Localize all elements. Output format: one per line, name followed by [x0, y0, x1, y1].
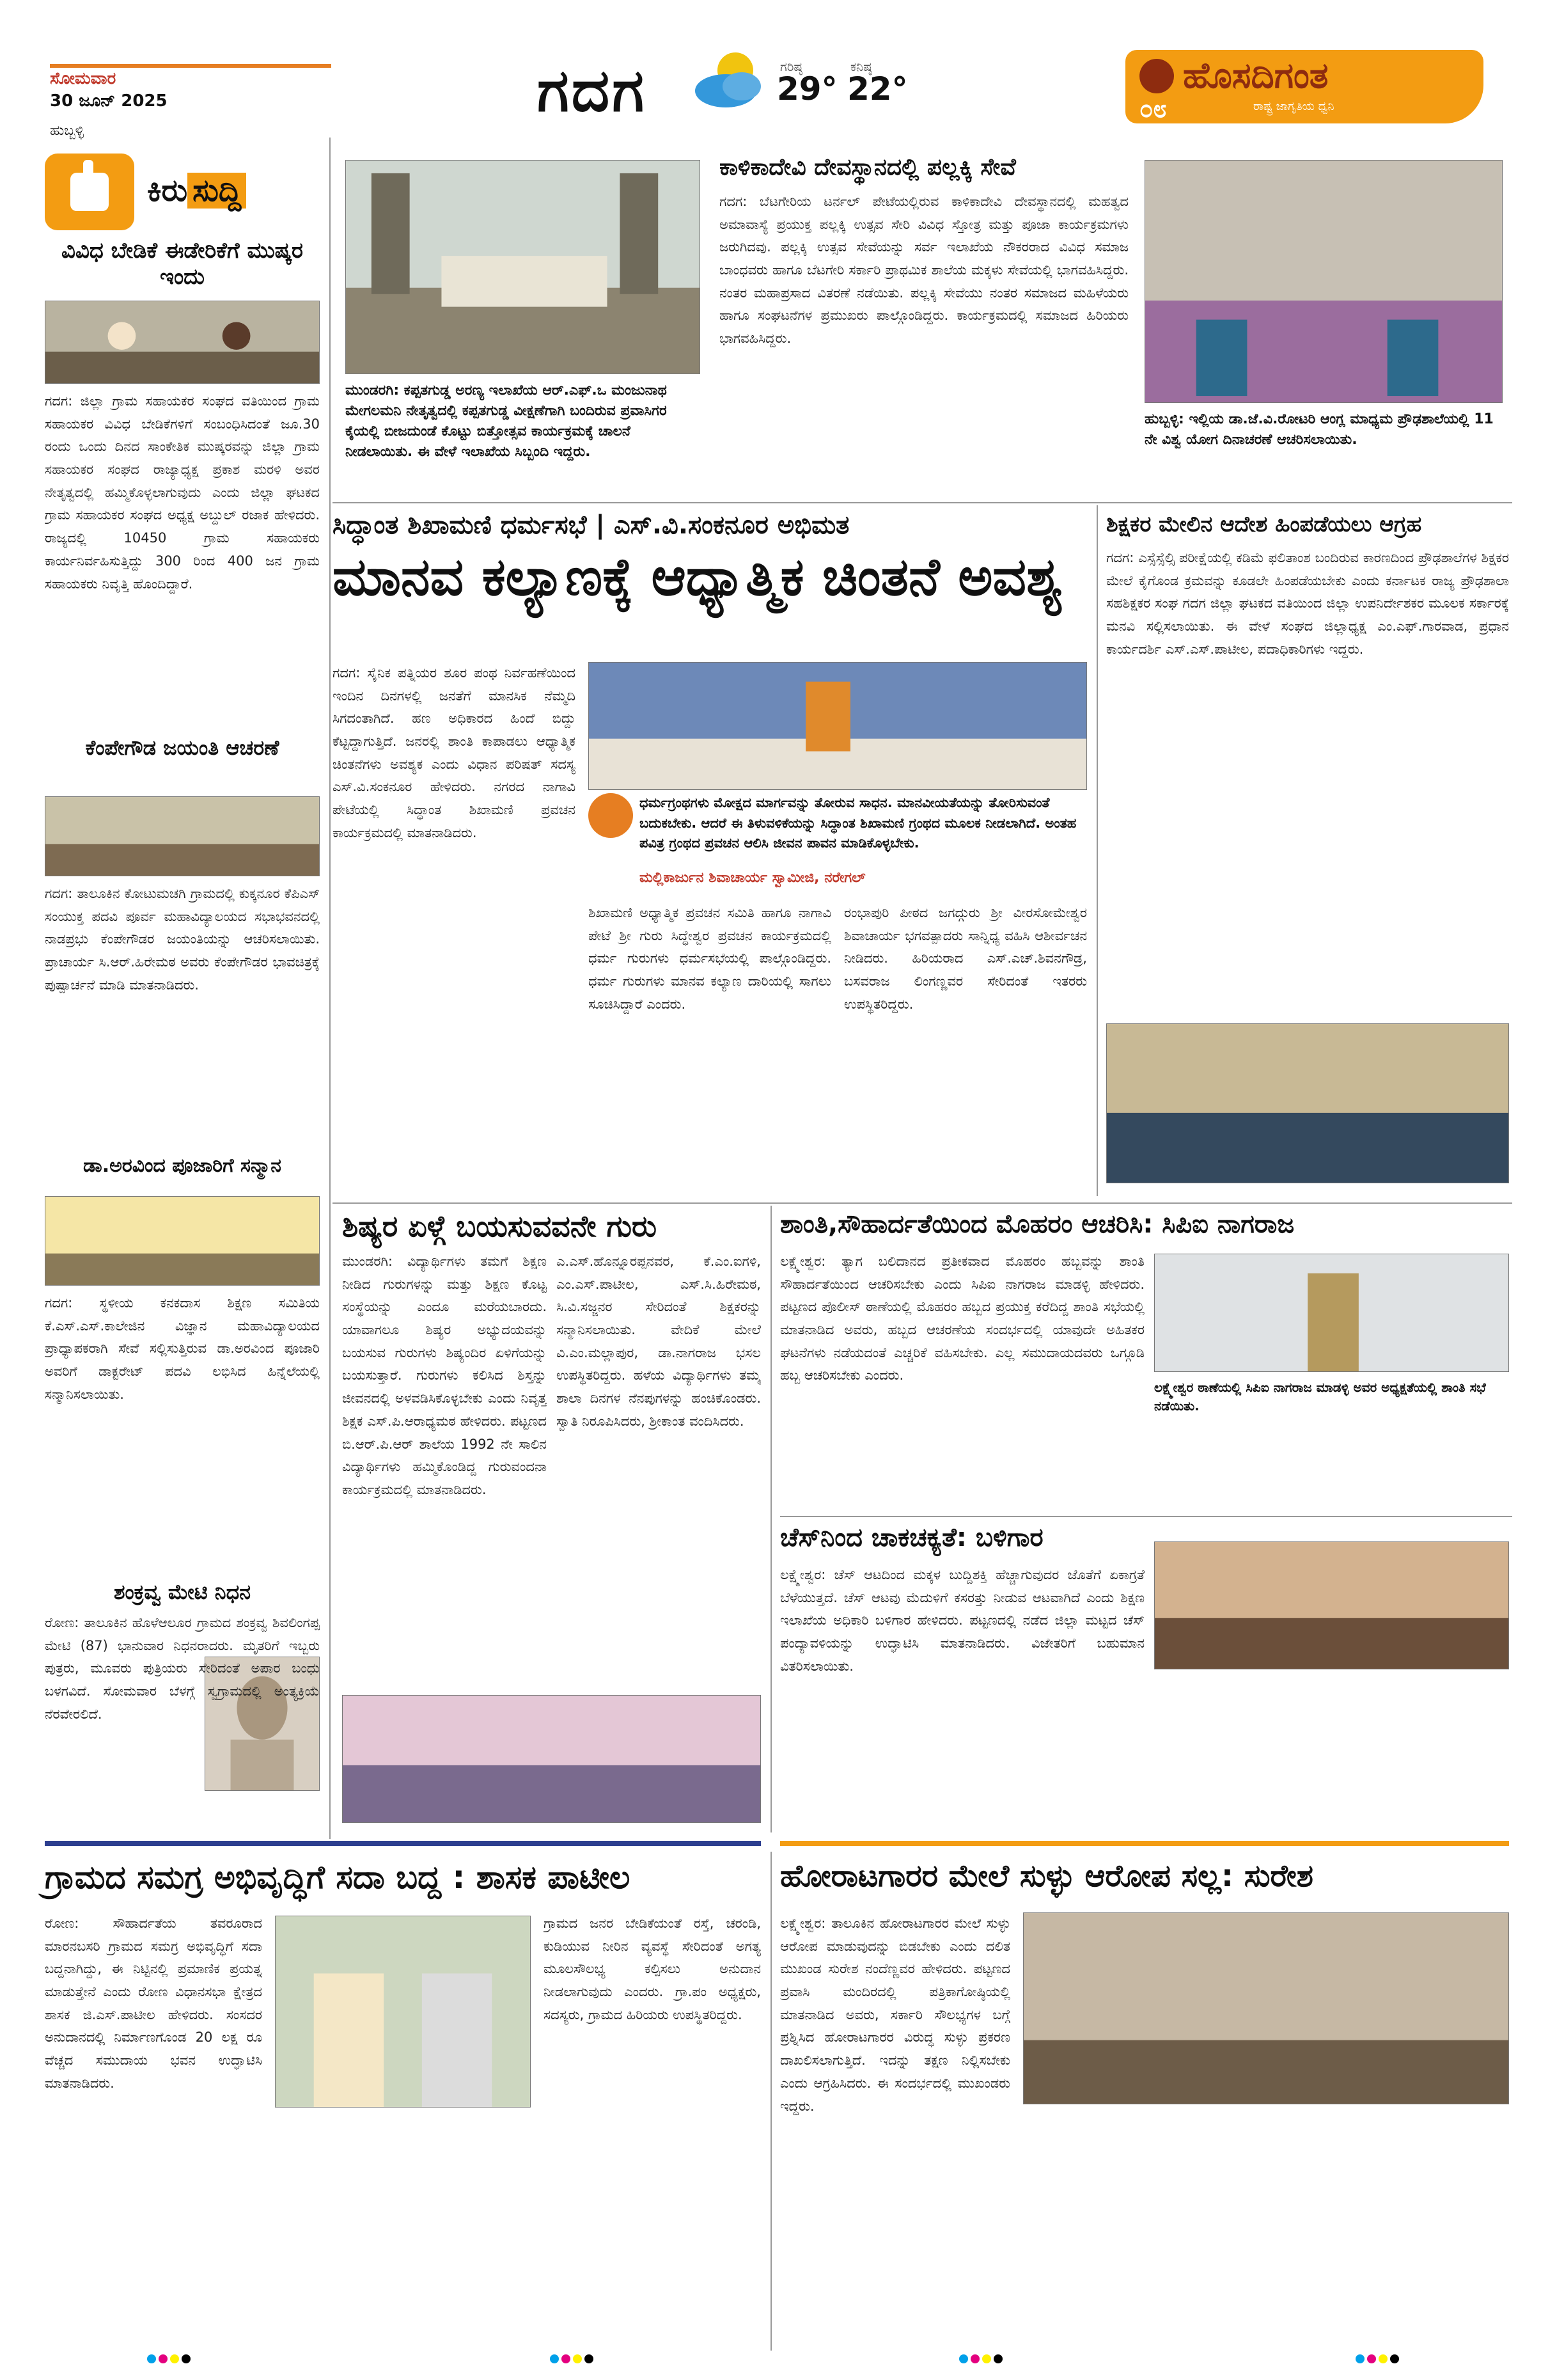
brief-2-body: ಗದಗ: ತಾಲೂಕಿನ ಕೋಟುಮಚಗಿ ಗ್ರಾಮದಲ್ಲಿ ಕುಕ್ಕನೂರ ಕೆಪಿಎಸ್ ಸಂಯುಕ್ತ ಪದವಿ ಪೂರ್ವ ಮಹಾವಿದ್ಯಾಲಯದ ಸಭಾಭವನದಲ್ಲಿ ನಾಡಪ್ರಭು ಕೆಂಪೇಗೌಡರ ಜಯಂತಿಯನ್ನು ಆಚರಿಸಲಾಯಿತು. ಪ್ರಾಚಾರ್ಯ ಸಿ.ಆರ್.ಹಿರೇಮಠ ಅವರು ಕೆಂಪೇಗೌಡರ ಭಾವಚಿತ್ರಕ್ಕೆ ಪುಷ್ಪಾರ್ಚನೆ ಮಾಡಿ ಮಾತನಾಡಿದರು. — [45, 886, 320, 993]
day-label: ಸೋಮವಾರ — [50, 69, 116, 88]
village-photo — [275, 1916, 531, 2108]
teacher-photo — [1106, 1023, 1509, 1183]
moharram-body: ಲಕ್ಷ್ಮೇಶ್ವರ: ತ್ಯಾಗ ಬಲಿದಾನದ ಪ್ರತೀಕವಾದ ಮೊಹರಂ ಹಬ್ಬವನ್ನು ಶಾಂತಿ ಸೌಹಾರ್ದತೆಯಿಂದ ಆಚರಿಸಬೇಕು ಎಂದು ಸಿಪಿಐ ನಾಗರಾಜ ಮಾಡಳ್ಳಿ ಹೇಳಿದರು. ಪಟ್ಟಣದ ಪೊಲೀಸ್ ಠಾಣೆಯಲ್ಲಿ ಮೊಹರಂ ಹಬ್ಬದ ಪ್ರಯುಕ್ತ ಕರೆದಿದ್ದ ಶಾಂತಿ ಸಭೆಯಲ್ಲಿ ಮಾತನಾಡಿದ ಅವರು, ಹಬ್ಬದ ಆಚರಣೆಯ ಸಂದರ್ಭದಲ್ಲಿ ಯಾವುದೇ ಅಹಿತಕರ ಘಟನೆಗಳು ನಡೆಯದಂತೆ ಎಚ್ಚರಿಕೆ ವಹಿಸಬೇಕು. ಎಲ್ಲ ಸಮುದಾಯದವರು ಒಗ್ಗೂಡಿ ಹಬ್ಬ ಆಚರಿಸಬೇಕು ಎಂದರು. — [780, 1254, 1145, 1383]
village-body-col2: ಗ್ರಾಮದ ಜನರ ಬೇಡಿಕೆಯಂತೆ ರಸ್ತೆ, ಚರಂಡಿ, ಕುಡಿಯುವ ನೀರಿನ ವ್ಯವಸ್ಥೆ ಸೇರಿದಂತೆ ಅಗತ್ಯ ಮೂಲಸೌಲಭ್ಯ ಕಲ್ಪಿಸಲು ಅನುದಾನ ನೀಡಲಾಗುವುದು ಎಂದರು. ಗ್ರಾ.ಪಂ ಅಧ್ಯಕ್ಷರು, ಸದಸ್ಯರು, ಗ್ರಾಮದ ಹಿರಿಯರು ಉಪಸ್ಥಿತರಿದ್ದರು. — [544, 1916, 761, 2022]
column-divider — [1097, 505, 1098, 1196]
date-label: 30 ಜೂನ್ 2025 — [50, 91, 168, 111]
section-rule-left — [45, 1841, 761, 1846]
place-label: ಹುಬ್ಬಳ್ಳಿ — [50, 123, 84, 139]
pointing-hand-icon — [45, 154, 134, 230]
registration-marks — [959, 2354, 1005, 2366]
brief-3-photo — [45, 1196, 320, 1286]
brief-1-body: ಗದಗ: ಜಿಲ್ಲಾ ಗ್ರಾಮ ಸಹಾಯಕರ ಸಂಘದ ವತಿಯಿಂದ ಗ್ರಾಮ ಸಹಾಯಕರ ವಿವಿಧ ಬೇಡಿಕೆಗಳಿಗೆ ಸಂಬಂಧಿಸಿದಂತೆ ಜೂ.30 ರಂದು ಒಂದು ದಿನದ ಸಾಂಕೇತಿಕ ಮುಷ್ಕರವನ್ನು ಜಿಲ್ಲಾ ಗ್ರಾಮ ಸಹಾಯಕರ ಸಂಘದ ರಾಜ್ಯಾಧ್ಯಕ್ಷ ಪ್ರಕಾಶ ಮರಳಿ ಅವರ ನೇತೃತ್ವದಲ್ಲಿ ಹಮ್ಮಿಕೊಳ್ಳಲಾಗುವುದು ಎಂದು ಜಿಲ್ಲಾ ಘಟಕದ ಗ್ರಾಮ ಸಹಾಯಕರ ಸಂಘದ ಅಧ್ಯಕ್ಷ ಅಬ್ದುಲ್ ರಜಾಕ ಹೇಳಿದರು. ರಾಜ್ಯದಲ್ಲಿ 10450 ಗ್ರಾಮ ಸಹಾಯಕರು ಕಾರ್ಯನಿರ್ವಹಿಸುತ್ತಿದ್ದು 300 ರಿಂದ 400 ಜನ ಗ್ರಾಮ ಸಹಾಯಕರು ನಿವೃತ್ತಿ ಹೊಂದಿದ್ದಾರೆ. — [45, 393, 320, 592]
column-divider — [329, 138, 331, 1839]
brief-2-title: ಕೆಂಪೇಗೌಡ ಜಯಂತಿ ಆಚರಣೆ — [85, 736, 279, 760]
moharram-title: ಶಾಂತಿ,ಸೌಹಾರ್ದತೆಯಿಂದ ಮೊಹರಂ ಆಚರಿಸಿ: ಸಿಪಿಐ ನಾಗರಾಜ — [780, 1210, 1295, 1239]
guru-body-col1: ಮುಂಡರಗಿ: ವಿದ್ಯಾರ್ಥಿಗಳು ತಮಗೆ ಶಿಕ್ಷಣ ನೀಡಿದ ಗುರುಗಳನ್ನು ಮತ್ತು ಶಿಕ್ಷಣ ಕೊಟ್ಟ ಸಂಸ್ಥೆಯನ್ನು ಎಂದೂ ಮರೆಯಬಾರದು. ಯಾವಾಗಲೂ ಶಿಷ್ಯರ ಅಭ್ಯುದಯವನ್ನು ಬಯಸುವ ಗುರುಗಳು ಶಿಷ್ಯಂದಿರ ಏಳಿಗೆಯನ್ನು ಬಯಸುತ್ತಾರೆ. ಗುರುಗಳು ಕಲಿಸಿದ ಶಿಸ್ತನ್ನು ಜೀವನದಲ್ಲಿ ಅಳವಡಿಸಿಕೊಳ್ಳಬೇಕು ಎಂದು ನಿವೃತ್ತ ಶಿಕ್ಷಕ ಎಸ್.ಪಿ.ಆರಾಧ್ಯಮಠ ಹೇಳಿದರು. ಪಟ್ಟಣದ ಬಿ.ಆರ್.ಪಿ.ಆರ್ ಶಾಲೆಯ 1992 ನೇ ಸಾಲಿನ ವಿದ್ಯಾರ್ಥಿಗಳು ಹಮ್ಮಿಕೊಂಡಿದ್ದ ಗುರುವಂದನಾ ಕಾರ್ಯಕ್ರಮದಲ್ಲಿ ಮಾತನಾಡಿದರು. — [342, 1254, 547, 1497]
chess-title: ಚೆಸ್‌ನಿಂದ ಚಾಕಚಕ್ಯತೆ: ಬಳಿಗಾರ — [780, 1523, 1044, 1552]
brief-1-photo — [45, 301, 320, 384]
guru-title: ಶಿಷ್ಯರ ಏಳ್ಗೆ ಬಯಸುವವನೇ ಗುರು — [342, 1209, 657, 1243]
palki-body: ಗದಗ: ಬೆಟಗೇರಿಯ ಟರ್ನಲ್ ಪೇಟೆಯಲ್ಲಿರುವ ಕಾಳಿಕಾದೇವಿ ದೇವಸ್ಥಾನದಲ್ಲಿ ಮಹತ್ವದ ಅಮಾವಾಸ್ಯೆ ಪ್ರಯುಕ್ತ ಪಲ್ಲಕ್ಕಿ ಉತ್ಸವ ಸೇರಿ ವಿವಿಧ ಸ್ತೋತ್ರ ಮತ್ತು ಪೂಜಾ ಕಾರ್ಯಕ್ರಮಗಳು ಜರುಗಿದವು. ಪಲ್ಲಕ್ಕಿ ಉತ್ಸವ ಸೇವೆಯನ್ನು ಸರ್ವ ಇಲಾಖೆಯ ನೌಕರರಾದ ವಿವಿಧ ಸಮಾಜ ಬಾಂಧವರು ಹಾಗೂ ಬೆಟಗೇರಿ ಸರ್ಕಾರಿ ಪ್ರಾಥಮಿಕ ಶಾಲೆಯ ಮಕ್ಕಳು ಸೇವೆಯಲ್ಲಿ ಭಾಗವಹಿಸಿದ್ದರು. ನಂತರ ಮಹಾಪ್ರಸಾದ ವಿತರಣೆ ನಡೆಯಿತು. ಪಲ್ಲಕ್ಕಿ ಸೇವೆಯು ನಂತರ ಸಮಾಜದ ಮಹಿಳೆಯರು ಹಾಗೂ ಸಂಘಟನೆಗಳ ಪ್ರಮುಖರು ಪಾಲ್ಗೊಂಡಿದ್ದರು. ಕಾರ್ಯಕ್ರಮದಲ್ಲಿ ಸಮಾಜದ ಹಿರಿಯರು ಭಾಗವಹಿಸಿದ್ದರು. — [719, 194, 1129, 347]
teacher-body: ಗದಗ: ಎಸ್ಸೆಸ್ಸೆಲ್ಸಿ ಪರೀಕ್ಷೆಯಲ್ಲಿ ಕಡಿಮೆ ಫಲಿತಾಂಶ ಬಂದಿರುವ ಕಾರಣದಿಂದ ಪ್ರೌಢಶಾಲೆಗಳ ಶಿಕ್ಷಕರ ಮೇಲೆ ಕೈಗೊಂಡ ಕ್ರಮವನ್ನು ಕೂಡಲೇ ಹಿಂಪಡೆಯಬೇಕು ಎಂದು ಕರ್ನಾಟಕ ರಾಜ್ಯ ಪ್ರೌಢಶಾಲಾ ಸಹಶಿಕ್ಷಕರ ಸಂಘ ಗದಗ ಜಿಲ್ಲಾ ಘಟಕದ ವತಿಯಿಂದ ಜಿಲ್ಲಾ ಉಪನಿರ್ದೇಶಕರ ಮೂಲಕ ಸರ್ಕಾರಕ್ಕೆ ಮನವಿ ಸಲ್ಲಿಸಲಾಯಿತು. ಈ ವೇಳೆ ಸಂಘದ ಜಿಲ್ಲಾಧ್ಯಕ್ಷ ಎಂ.ಎಫ್.ಗಾರವಾಡ, ಪ್ರಧಾನ ಕಾರ್ಯದರ್ಶಿ ಎಸ್.ಎಸ್.ಪಾಟೀಲ, ಪದಾಧಿಕಾರಿಗಳು ಇದ್ದರು. — [1106, 550, 1509, 657]
temp-min: 22° — [847, 70, 908, 107]
registration-marks — [1356, 2354, 1402, 2366]
main-body-col1: ಗದಗ: ಸೈನಿಕ ಪತ್ನಿಯರ ಶೂರ ಪಂಥ ನಿರ್ವಹಣೆಯಿಂದ ಇಂದಿನ ದಿನಗಳಲ್ಲಿ ಜನತೆಗೆ ಮಾನಸಿಕ ನೆಮ್ಮದಿ ಸಿಗದಂತಾಗಿದೆ. ಹಣ ಅಧಿಕಾರದ ಹಿಂದೆ ಬಿದ್ದು ಕೆಟ್ಟದ್ದಾಗುತ್ತಿದೆ. ಜನರಲ್ಲಿ ಶಾಂತಿ ಕಾಪಾಡಲು ಆಧ್ಯಾತ್ಮಿಕ ಚಿಂತನೆಗಳು ಅವಶ್ಯಕ ಎಂದು ವಿಧಾನ ಪರಿಷತ್ ಸದಸ್ಯ ಎಸ್.ವಿ.ಸಂಕನೂರ ಹೇಳಿದರು. ನಗರದ ನಾಗಾವಿ ಪೇಟೆಯಲ್ಲಿ ಸಿದ್ಧಾಂತ ಶಿಖಾಮಣಿ ಪ್ರವಚನ ಕಾರ್ಯಕ್ರಮದಲ್ಲಿ ಮಾತನಾಡಿದರು. — [332, 665, 575, 840]
guru-photo — [342, 1695, 761, 1823]
moharram-caption: ಲಕ್ಷ್ಮೇಶ್ವರ ಠಾಣೆಯಲ್ಲಿ ಸಿಪಿಐ ನಾಗರಾಜ ಮಾಡಳ್ಳಿ ಅವರ ಅಧ್ಯಕ್ಷತೆಯಲ್ಲಿ ಶಾಂತಿ ಸಭೆ ನಡೆಯಿತು. — [1154, 1380, 1486, 1414]
partly-cloudy-icon — [691, 45, 767, 115]
yoga-day-photo — [1145, 160, 1503, 403]
protest-photo — [1023, 1912, 1509, 2104]
brief-3-body: ಗದಗ: ಸ್ಥಳೀಯ ಕನಕದಾಸ ಶಿಕ್ಷಣ ಸಮಿತಿಯ ಕೆ.ಎಸ್.ಎಸ್.ಕಾಲೇಜಿನ ವಿಜ್ಞಾನ ಮಹಾವಿದ್ಯಾಲಯದ ಪ್ರಾಧ್ಯಾಪಕರಾಗಿ ಸೇವೆ ಸಲ್ಲಿಸುತ್ತಿರುವ ಡಾ.ಅರವಿಂದ ಪೂಜಾರಿ ಅವರಿಗೆ ಡಾಕ್ಟರೇಟ್ ಪದವಿ ಲಭಿಸಿದ ಹಿನ್ನೆಲೆಯಲ್ಲಿ ಸನ್ಮಾನಿಸಲಾಯಿತು. — [45, 1295, 320, 1402]
brief-4-title: ಶಂಕ್ರವ್ವ ಮೇಟಿ ನಿಧನ — [113, 1580, 251, 1604]
brief-3-title: ಡಾ.ಅರವಿಂದ ಪೂಜಾರಿಗೆ ಸನ್ಮಾನ — [83, 1155, 281, 1177]
row-divider — [332, 1202, 1512, 1204]
kirusuddi-header — [45, 154, 313, 237]
moharram-photo — [1154, 1254, 1509, 1372]
temp-min-label: ಕನಿಷ್ಠ — [850, 59, 872, 74]
quote-text: ಧರ್ಮಗ್ರಂಥಗಳು ಮೋಕ್ಷದ ಮಾರ್ಗವನ್ನು ತೋರುವ ಸಾಧನ. ಮಾನವೀಯತೆಯನ್ನು ತೋರಿಸುವಂತೆ ಬದುಕಬೇಕು. ಆದರೆ ಈ ತಿಳುವಳಿಕೆಯನ್ನು ಸಿದ್ಧಾಂತ ಶಿಖಾಮಣಿ ಗ್ರಂಥದ ಮೂಲಕ ನೀಡಲಾಗಿದೆ. ಅಂತಹ ಪವಿತ್ರ ಗ್ರಂಥದ ಪ್ರವಚನ ಆಲಿಸಿ ಜೀವನ ಪಾವನ ಮಾಡಿಕೊಳ್ಳಬೇಕು. — [639, 795, 1077, 851]
column-divider — [770, 1852, 772, 2351]
brief-1-title: ವಿವಿಧ ಬೇಡಿಕೆ ಈಡೇರಿಕೆಗೆ ಮುಷ್ಕರ ಇಂದು — [61, 238, 303, 290]
guru-body-col2: ಎ.ಎಸ್.ಹೊನ್ನೂರಪ್ಪನವರ, ಕೆ.ಎಂ.ಐಗಳಿ, ಎಂ.ಎಸ್.ಪಾಟೀಲ, ಎಸ್.ಸಿ.ಹಿರೇಮಠ, ಸಿ.ವಿ.ಸಜ್ಜನರ ಸೇರಿದಂತೆ ಶಿಕ್ಷಕರನ್ನು ಸನ್ಮಾನಿಸಲಾಯಿತು. ವೇದಿಕೆ ಮೇಲೆ ವಿ.ಎಂ.ಮಲ್ಲಾಪುರ, ಡಾ.ನಾಗರಾಜ ಭಸಲ ಉಪಸ್ಥಿತರಿದ್ದರು. ಹಳೆಯ ವಿದ್ಯಾರ್ಥಿಗಳು ತಮ್ಮ ಶಾಲಾ ದಿನಗಳ ನೆನಪುಗಳನ್ನು ಹಂಚಿಕೊಂಡರು. ಸ್ವಾತಿ ನಿರೂಪಿಸಿದರು, ಶ್ರೀಕಾಂತ ವಂದಿಸಿದರು. — [556, 1254, 761, 1429]
kirusuddi-label-b: ಸುದ್ದಿ — [187, 173, 246, 209]
main-body-col3: ರಂಭಾಪುರಿ ಪೀಠದ ಜಗದ್ಗುರು ಶ್ರೀ ವೀರಸೋಮೇಶ್ವರ ಶಿವಾಚಾರ್ಯ ಭಗವತ್ಪಾದರು ಸಾನ್ನಿಧ್ಯ ವಹಿಸಿ ಆಶೀರ್ವಚನ ನೀಡಿದರು. ಹಿರಿಯರಾದ ಎಸ್.ಎಚ್.ಶಿವನಗೌಡ್ರ, ಬಸವರಾಜ ಲಿಂಗಣ್ಣವರ ಸೇರಿದಂತೆ ಇತರರು ಉಪಸ್ಥಿತರಿದ್ದರು. — [844, 905, 1087, 1012]
registration-marks — [147, 2354, 193, 2366]
village-body-col1: ರೋಣ: ಸೌಹಾರ್ದತೆಯ ತವರೂರಾದ ಮಾರನಬಸರಿ ಗ್ರಾಮದ ಸಮಗ್ರ ಅಭಿವೃದ್ಧಿಗೆ ಸದಾ ಬದ್ದನಾಗಿದ್ದು, ಈ ನಿಟ್ಟಿನಲ್ಲಿ ಪ್ರಮಾಣಿಕ ಪ್ರಯತ್ನ ಮಾಡುತ್ತೇನೆ ಎಂದು ರೋಣ ವಿಧಾನಸಭಾ ಕ್ಷೇತ್ರದ ಶಾಸಕ ಜಿ.ಎಸ್.ಪಾಟೀಲ ಹೇಳಿದರು. ಸಂಸದರ ಅನುದಾನದಲ್ಲಿ ನಿರ್ಮಾಣಗೊಂಡ 20 ಲಕ್ಷ ರೂ ವೆಚ್ಚದ ಸಮುದಾಯ ಭವನ ಉದ್ಘಾಟಿಸಿ ಮಾತನಾಡಿದರು. — [45, 1916, 262, 2091]
dharmasabha-photo — [588, 662, 1087, 790]
main-headline: ಮಾನವ ಕಲ್ಯಾಣಕ್ಕೆ ಆಧ್ಯಾತ್ಮಿಕ ಚಿಂತನೆ ಅವಶ್ಯ — [332, 547, 1090, 624]
chess-photo — [1154, 1541, 1509, 1669]
village-title: ಗ್ರಾಮದ ಸಮಗ್ರ ಅಭಿವೃದ್ಧಿಗೆ ಸದಾ ಬದ್ದ : ಶಾಸಕ ಪಾಟೀಲ — [45, 1859, 630, 1896]
brief-2-photo — [45, 796, 320, 876]
page-number: ೦೮ — [1139, 95, 1167, 123]
brief-4-body: ರೋಣ: ತಾಲೂಕಿನ ಹೊಳೆಆಲೂರ ಗ್ರಾಮದ ಶಂಕ್ರವ್ವ ಶಿವಲಿಂಗಪ್ಪ ಮೇಟಿ (87) ಭಾನುವಾರ ನಿಧನರಾದರು. ಮೃತರಿಗೆ ಇಬ್ಬರು ಪುತ್ರರು, ಮೂವರು ಪುತ್ರಿಯರು ಸೇರಿದಂತೆ ಅಪಾರ ಬಂಧು ಬಳಗವಿದೆ. ಸೋಮವಾರ ಬೆಳಗ್ಗೆ ಸ್ವಗ್ರಾಮದಲ್ಲಿ ಅಂತ್ಯಕ್ರಿಯೆ ನೆರವೇರಲಿದೆ. — [45, 1615, 320, 1722]
brand-tagline: ರಾಷ್ಟ್ರ ಜಾಗೃತಿಯ ಧ್ವನಿ — [1253, 100, 1334, 113]
masthead-rule — [50, 64, 331, 68]
city-title: ಗದಗ — [537, 56, 646, 125]
forest-event-caption: ಮುಂಡರಗಿ: ಕಪ್ಪತಗುಡ್ಡ ಅರಣ್ಯ ಇಲಾಖೆಯ ಆರ್.ಎಫ್.ಒ ಮಂಜುನಾಥ ಮೇಗಲಮನಿ ನೇತೃತ್ವದಲ್ಲಿ ಕಪ್ಪತಗುಡ್ಡ ವೀಕ್ಷಣೆಗಾಗಿ ಬಂದಿರುವ ಪ್ರವಾಸಿಗರ ಕೈಯಲ್ಲಿ ಬೀಜದುಂಡೆ ಕೊಟ್ಟು ಬಿತ್ತೋತ್ಸವ ಕಾರ್ಯಕ್ರಮಕ್ಕೆ ಚಾಲನೆ ನೀಡಲಾಯಿತು. ಈ ವೇಳೆ ಇಲಾಖೆಯ ಸಿಬ್ಬಂದಿ ಇದ್ದರು. — [345, 382, 667, 460]
brand-banner — [1125, 50, 1483, 123]
yoga-day-caption: ಹುಬ್ಬಳ್ಳಿ: ಇಲ್ಲಿಯ ಡಾ.ಜೆ.ವಿ.ರೋಟರಿ ಆಂಗ್ಲ ಮಾಧ್ಯಮ ಪ್ರೌಢಶಾಲೆಯಲ್ಲಿ 11 ನೇ ವಿಶ್ವ ಯೋಗ ದಿನಾಚರಣೆ ಆಚರಿಸಲಾಯಿತು. — [1145, 411, 1494, 448]
date-block — [50, 69, 168, 139]
registration-marks — [550, 2354, 596, 2366]
main-kicker: ಸಿದ್ಧಾಂತ ಶಿಖಾಮಣಿ ಧರ್ಮಸಭೆ | ಎಸ್.ವಿ.ಸಂಕನೂರ ಅಭಿಮತ — [332, 510, 850, 540]
quote-mark-icon — [588, 793, 633, 838]
main-quote — [588, 793, 1087, 895]
temp-max: 29° — [777, 70, 838, 107]
brand-name: ಹೊಸದಿಗಂತ — [1183, 55, 1329, 97]
kirusuddi-label — [147, 173, 246, 209]
forest-event-photo — [345, 160, 700, 374]
teacher-title: ಶಿಕ್ಷಕರ ಮೇಲಿನ ಆದೇಶ ಹಿಂಪಡೆಯಲು ಆಗ್ರಹ — [1106, 512, 1422, 537]
row-divider — [332, 502, 1512, 503]
quote-author: ಮಲ್ಲಿಕಾರ್ಜುನ ಶಿವಾಚಾರ್ಯ ಸ್ವಾಮೀಜಿ, ನರೇಗಲ್ — [639, 870, 866, 886]
column-divider — [770, 1206, 772, 1832]
chess-body: ಲಕ್ಷ್ಮೇಶ್ವರ: ಚೆಸ್ ಆಟದಿಂದ ಮಕ್ಕಳ ಬುದ್ದಿಶಕ್ತಿ ಹೆಚ್ಚಾಗುವುದರ ಜೊತೆಗೆ ಏಕಾಗ್ರತೆ ಬೆಳೆಯುತ್ತದೆ. ಚೆಸ್ ಆಟವು ಮೆದುಳಿಗೆ ಕಸರತ್ತು ನೀಡುವ ಆಟವಾಗಿದೆ ಎಂದು ಶಿಕ್ಷಣ ಇಲಾಖೆಯ ಅಧಿಕಾರಿ ಬಳಿಗಾರ ಹೇಳಿದರು. ಪಟ್ಟಣದಲ್ಲಿ ನಡೆದ ಜಿಲ್ಲಾ ಮಟ್ಟದ ಚೆಸ್ ಪಂದ್ಯಾವಳಿಯನ್ನು ಉದ್ಘಾಟಿಸಿ ಮಾತನಾಡಿದರು. ವಿಜೇತರಿಗೆ ಬಹುಮಾನ ವಿತರಿಸಲಾಯಿತು. — [780, 1567, 1145, 1674]
row-divider — [780, 1516, 1512, 1517]
protest-title: ಹೋರಾಟಗಾರರ ಮೇಲೆ ಸುಳ್ಳು ಆರೋಪ ಸಲ್ಲ: ಸುರೇಶ — [780, 1858, 1313, 1894]
palki-title: ಕಾಳಿಕಾದೇವಿ ದೇವಸ್ಥಾನದಲ್ಲಿ ಪಲ್ಲಕ್ಕಿ ಸೇವೆ — [719, 154, 1016, 180]
main-body-col2: ಶಿಖಾಮಣಿ ಅಧ್ಯಾತ್ಮಿಕ ಪ್ರವಚನ ಸಮಿತಿ ಹಾಗೂ ನಾಗಾವಿ ಪೇಟೆ ಶ್ರೀ ಗುರು ಸಿದ್ಧೇಶ್ವರ ಪ್ರವಚನ ಕಾರ್ಯಕ್ರಮದಲ್ಲಿ ಧರ್ಮ ಗುರುಗಳು ಧರ್ಮಸಭೆಯಲ್ಲಿ ಪಾಲ್ಗೊಂಡಿದ್ದರು. ಧರ್ಮ ಗುರುಗಳು ಮಾನವ ಕಲ್ಯಾಣ ದಾರಿಯಲ್ಲಿ ಸಾಗಲು ಸೂಚಿಸಿದ್ದಾರೆ ಎಂದರು. — [588, 905, 831, 1012]
section-rule-right — [780, 1841, 1509, 1846]
protest-body: ಲಕ್ಷ್ಮೇಶ್ವರ: ತಾಲೂಕಿನ ಹೋರಾಟಗಾರರ ಮೇಲೆ ಸುಳ್ಳು ಆರೋಪ ಮಾಡುವುದನ್ನು ಬಿಡಬೇಕು ಎಂದು ದಲಿತ ಮುಖಂಡ ಸುರೇಶ ನಂದೆಣ್ಣವರ ಹೇಳಿದರು. ಪಟ್ಟಣದ ಪ್ರವಾಸಿ ಮಂದಿರದಲ್ಲಿ ಪತ್ರಿಕಾಗೋಷ್ಠಿಯಲ್ಲಿ ಮಾತನಾಡಿದ ಅವರು, ಸರ್ಕಾರಿ ಸೌಲಭ್ಯಗಳ ಬಗ್ಗೆ ಪ್ರಶ್ನಿಸಿದ ಹೋರಾಟಗಾರರ ವಿರುದ್ಧ ಸುಳ್ಳು ಪ್ರಕರಣ ದಾಖಲಿಸಲಾಗುತ್ತಿದೆ. ಇದನ್ನು ತಕ್ಷಣ ನಿಲ್ಲಿಸಬೇಕು ಎಂದು ಆಗ್ರಹಿಸಿದರು. ಈ ಸಂದರ್ಭದಲ್ಲಿ ಮುಖಂಡರು ಇದ್ದರು. — [780, 1916, 1010, 2114]
brand-logo-icon — [1139, 59, 1174, 93]
kirusuddi-label-a: ಕಿರು — [147, 173, 188, 209]
temp-max-label: ಗರಿಷ್ಠ — [780, 59, 802, 74]
masthead — [0, 0, 1541, 138]
